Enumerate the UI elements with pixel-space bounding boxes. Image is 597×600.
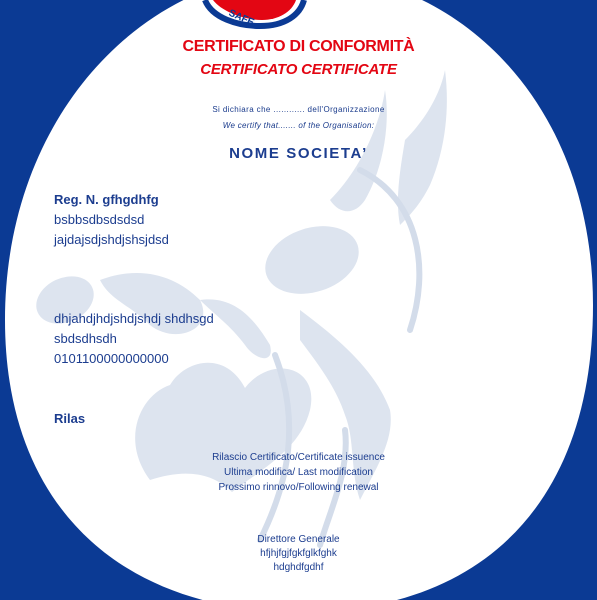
details-line-2: sbdsdhsdh (54, 331, 117, 346)
registration-number: Reg. N. gfhgdhfg (54, 192, 159, 207)
certificate-title: CERTIFICATO DI CONFORMITÀ (182, 38, 415, 55)
company-name: NOME SOCIETA’ (229, 145, 368, 162)
logo-text: SAFE (226, 7, 256, 29)
issue-date-label: Rilascio Certificato/Certificate issuence (212, 452, 385, 463)
registration-line-2: bsbbsdbsdsdsd (54, 212, 145, 227)
declaration-english: We certify that....... of the Organisation: (222, 121, 375, 130)
details-line-1: dhjahdjhdjshdjshdj shdhsgd (54, 311, 214, 326)
issued-text: Rilas (54, 411, 86, 426)
signatory-role: Direttore Generale (257, 534, 340, 545)
registration-line-3: jajdajsdjshdjshsjdsd (54, 232, 169, 247)
logo-seal-icon (205, 0, 304, 29)
certificate-title-english: CERTIFICATO CERTIFICATE (200, 61, 397, 78)
details-line-3: 0101100000000000 (54, 351, 169, 366)
watermark-figure (29, 70, 447, 500)
modified-date-label: Ultima modifica/ Last modification (224, 467, 373, 478)
renewal-date-label: Prossimo rinnovo/Following renewal (218, 482, 379, 493)
declaration-italian: Si dichiara che ............ dell'Organizzazione (212, 105, 385, 114)
signatory-name-line-2: hdghdfgdhf (273, 562, 324, 573)
signatory-name-line-1: hfjhjfgjfgkfglkfghk (260, 548, 337, 559)
